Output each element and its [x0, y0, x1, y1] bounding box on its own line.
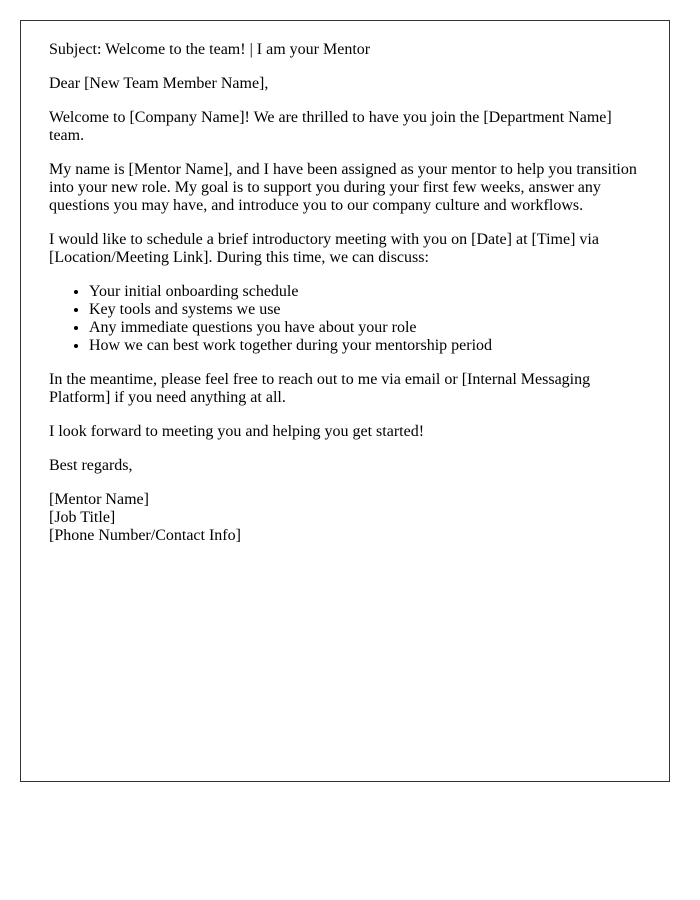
list-item: • Key tools and systems we use [89, 301, 649, 319]
signature-contact: [Phone Number/Contact Info] [49, 527, 241, 544]
subject-line: Subject: Welcome to the team! | I am your Mentor [49, 41, 371, 58]
signature-title: [Job Title] [49, 509, 116, 526]
mentor-intro-paragraph: My name is [Mentor Name], and I have been assigned as your mentor to help you transition into your new role. My goal is to support you during your first few weeks, answer any questions you may have, and introduce you to our company culture and workflows. [49, 161, 637, 214]
list-item: • Any immediate questions you have about your role [89, 319, 649, 337]
letter-page [20, 20, 670, 782]
meeting-paragraph: I would like to schedule a brief introductory meeting with you on [Date] at [Time] via [Location/Meeting Link]. During this time, we can discuss: [49, 231, 599, 266]
discussion-list [49, 283, 649, 355]
contact-paragraph: In the meantime, please feel free to reach out to me via email or [Internal Messaging Platform] if you need anything at all. [49, 371, 591, 406]
intro-paragraph: Welcome to [Company Name]! We are thrilled to have you join the [Department Name] team. [49, 109, 612, 144]
signature-block [49, 491, 649, 545]
sign-off: Best regards, [49, 457, 133, 474]
list-item: • How we can best work together during your mentorship period [89, 337, 649, 355]
closing-paragraph: I look forward to meeting you and helping you get started! [49, 423, 425, 440]
greeting: Dear [New Team Member Name], [49, 75, 269, 92]
signature-name: [Mentor Name] [49, 491, 149, 508]
list-item: • Your initial onboarding schedule [89, 283, 649, 301]
